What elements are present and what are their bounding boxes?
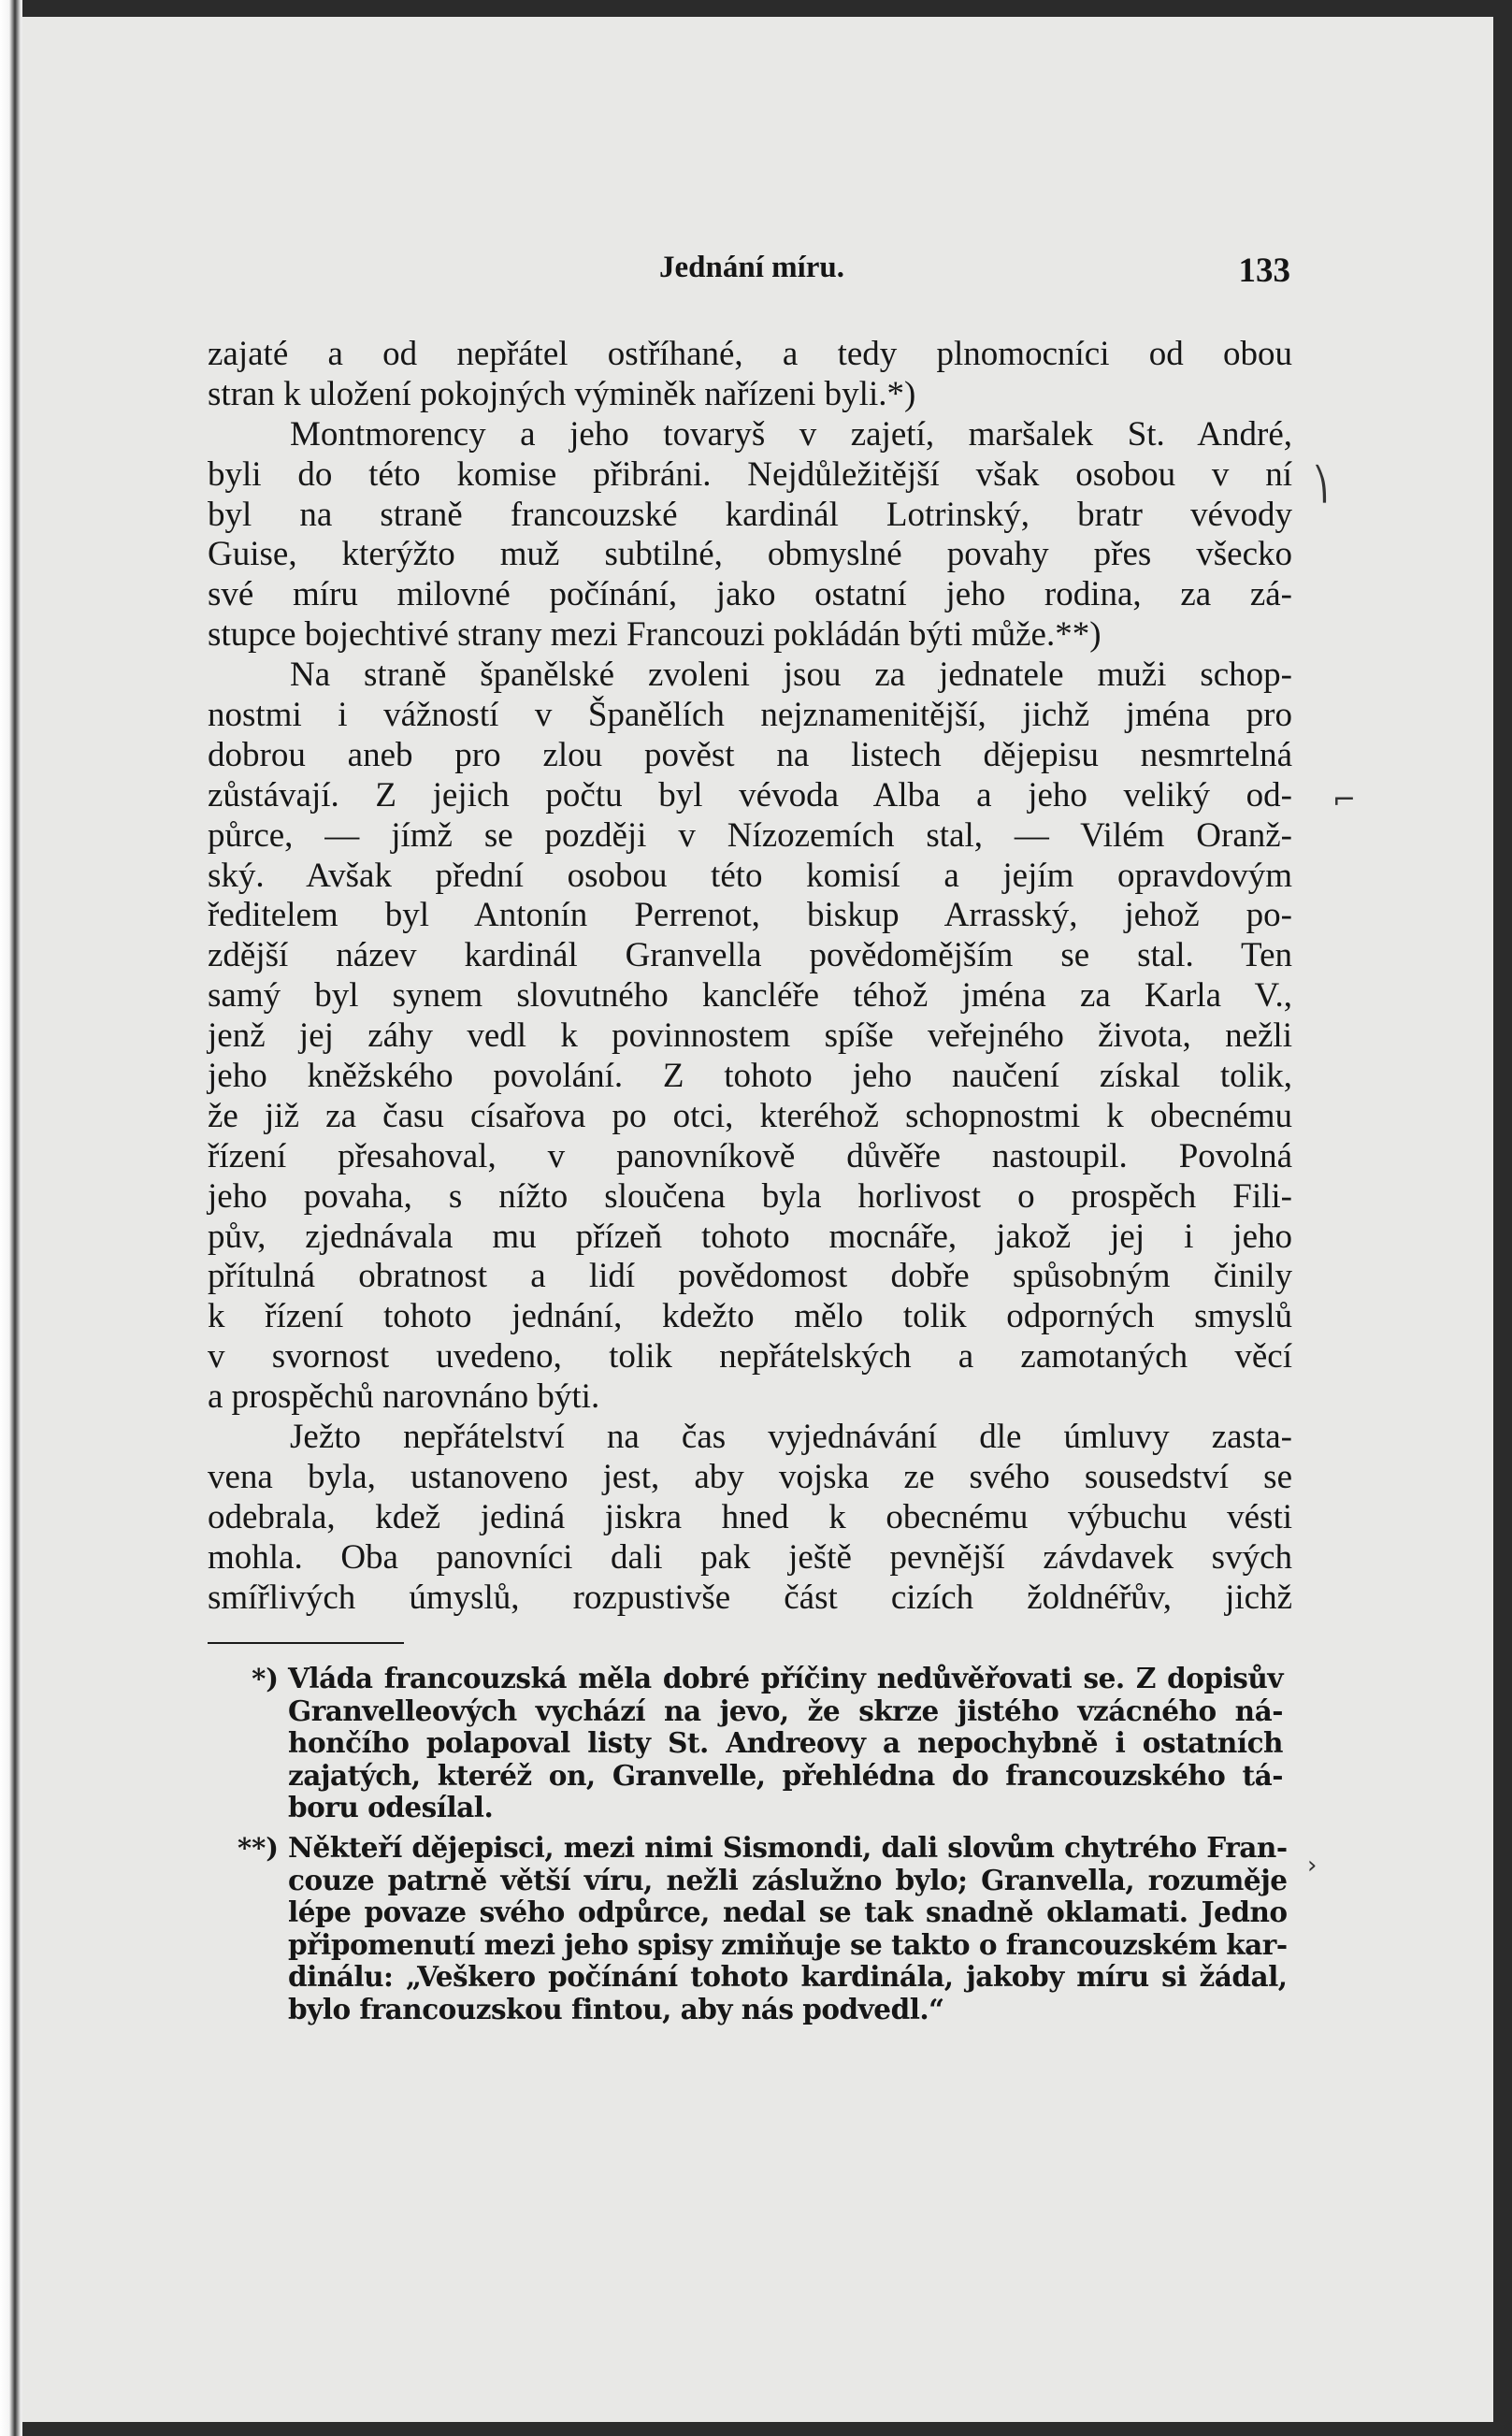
footnote-line: připomenutí mezi jeho spisy zmiňuje se takto o francouzském kar-: [288, 1927, 1288, 1961]
text-line: odebrala, kdež jediná jiskra hned k obecnému výbuchu vésti: [208, 1497, 1292, 1536]
text-line: a prospěchů narovnáno býti.: [208, 1377, 600, 1417]
main-text: [208, 335, 1292, 1619]
text-line: pův, zjednávala mu přízeň tohoto mocnáře, jakož jej i jeho: [208, 1217, 1292, 1256]
text-line: Na straně španělské zvoleni jsou za jednatele muži schop-: [290, 656, 1292, 695]
text-line: smířlivých úmyslů, rozpustivše část cizích žoldnéřův, jichž: [208, 1578, 1292, 1617]
footnotes: [226, 1662, 1288, 2034]
text-line: Ježto nepřátelství na čas vyjednávání dle úmluvy zasta-: [290, 1418, 1292, 1457]
footnote-line: Někteří dějepisci, mezi nimi Sismondi, dali slovům chytrého Fran-: [288, 1830, 1288, 1864]
footnote: [226, 1663, 1283, 1824]
text-line: jenž jej záhy vedl k povinnostem spíše veřejného života, nežli: [208, 1016, 1292, 1056]
text-line: jeho kněžského povolání. Z tohoto jeho naučení získal tolik,: [208, 1057, 1292, 1096]
page-header: [187, 251, 1290, 288]
footnote-line: couze patrně větší víru, nežli záslužno bylo; Granvella, rozuměje: [288, 1863, 1288, 1896]
text-line: Guise, kterýžto muž subtilné, obmyslné povahy přes všecko: [208, 535, 1292, 574]
text-line: zdější název kardinál Granvella povědomějším se stal. Ten: [208, 936, 1292, 975]
text-line: Montmorency a jeho tovaryš v zajetí, maršalek St. André,: [290, 414, 1292, 454]
text-line: nostmi i vážností v Španělích nejznamenitější, jichž jména pro: [208, 696, 1292, 735]
footnote-line: dinálu: „Veškero počínání tohoto kardinála, jakoby míru si žádal,: [288, 1960, 1288, 1994]
text-line: ský. Avšak přední osobou této komisí a jejím opravdovým: [208, 856, 1292, 895]
text-line: zůstávají. Z jejich počtu byl vévoda Alba a jeho veliký od-: [208, 775, 1292, 814]
footnote-line: Vláda francouzská měla dobré příčiny nedůvěřovati se. Z dopisův: [288, 1662, 1283, 1694]
footnote-line: lépe povaze svého odpůrce, nedal se tak snadně oklamati. Jedno: [288, 1895, 1288, 1929]
footnote-line: Granvelleových vychází na jevo, že skrze jistého vzácného ná-: [288, 1694, 1283, 1727]
book-spine-edge: [0, 0, 22, 2436]
margin-mark: ⎞: [1313, 466, 1329, 503]
footnote: [226, 1830, 1288, 2026]
text-line: dobrou aneb pro zlou pověst na listech dějepisu nesmrtelná: [208, 735, 1292, 774]
margin-mark: ⌐: [1332, 784, 1357, 816]
footnote-line: zajatých, kteréž on, Granvelle, přehlédna do francouzského tá-: [288, 1758, 1283, 1792]
footnote-line: bylo francouzskou fintou, aby nás podvedl.“: [288, 1992, 944, 2025]
footnote-line: boru odesílal.: [288, 1791, 494, 1824]
text-line: byl na straně francouzské kardinál Lotrinský, bratr vévody: [208, 495, 1292, 534]
text-line: byli do této komise přibráni. Nejdůležitější však osobou v ní: [208, 454, 1292, 494]
text-line: k řízení tohoto jednání, kdežto mělo tolik odporných smyslů: [208, 1297, 1292, 1336]
text-line: řízení přesahoval, v panovníkově důvěře nastoupil. Povolná: [208, 1136, 1292, 1175]
text-line: své míru milovné počínání, jako ostatní jeho rodina, za zá-: [208, 575, 1292, 614]
text-line: přítulná obratnost a lidí povědomost dobře spůsobným činily: [208, 1257, 1292, 1296]
text-line: jeho povaha, s nížto sloučena byla horlivost o prospěch Fili-: [208, 1176, 1292, 1216]
text-line: ředitelem byl Antonín Perrenot, biskup Arrasský, jehož po-: [208, 896, 1292, 935]
running-title: Jednání míru.: [659, 251, 845, 284]
text-line: samý byl synem slovutného kancléře téhož jména za Karla V.,: [208, 976, 1292, 1016]
text-line: mohla. Oba panovníci dali pak ještě pevnější závdavek svých: [208, 1537, 1292, 1577]
text-line: stran k uložení pokojných výminěk nařízeni byli.*): [208, 374, 916, 413]
text-line: půrce, — jímž se později v Nízozemích stal, — Vilém Oranž-: [208, 815, 1292, 855]
text-line: zajaté a od nepřátel ostříhané, a tedy plnomocníci od obou: [208, 335, 1292, 373]
text-line: stupce bojechtivé strany mezi Francouzi pokládán býti může.**): [208, 615, 1102, 655]
footnote-separator: [208, 1642, 404, 1644]
page-number: 133: [1238, 252, 1290, 290]
text-line: v svornost uvedeno, tolik nepřátelských a zamotaných věcí: [208, 1337, 1292, 1377]
footnote-mark: *): [252, 1663, 279, 1694]
text-line: že již za času císařova po otci, kteréhož schopnostmi k obecnému: [208, 1096, 1292, 1135]
footnote-mark: **): [237, 1831, 279, 1864]
margin-mark: ›: [1307, 1852, 1318, 1880]
footnote-line: hončího polapoval listy St. Andreovy a nepochybně i ostatních: [288, 1726, 1283, 1760]
text-line: vena byla, ustanoveno jest, aby vojska ze svého sousedství se: [208, 1457, 1292, 1496]
